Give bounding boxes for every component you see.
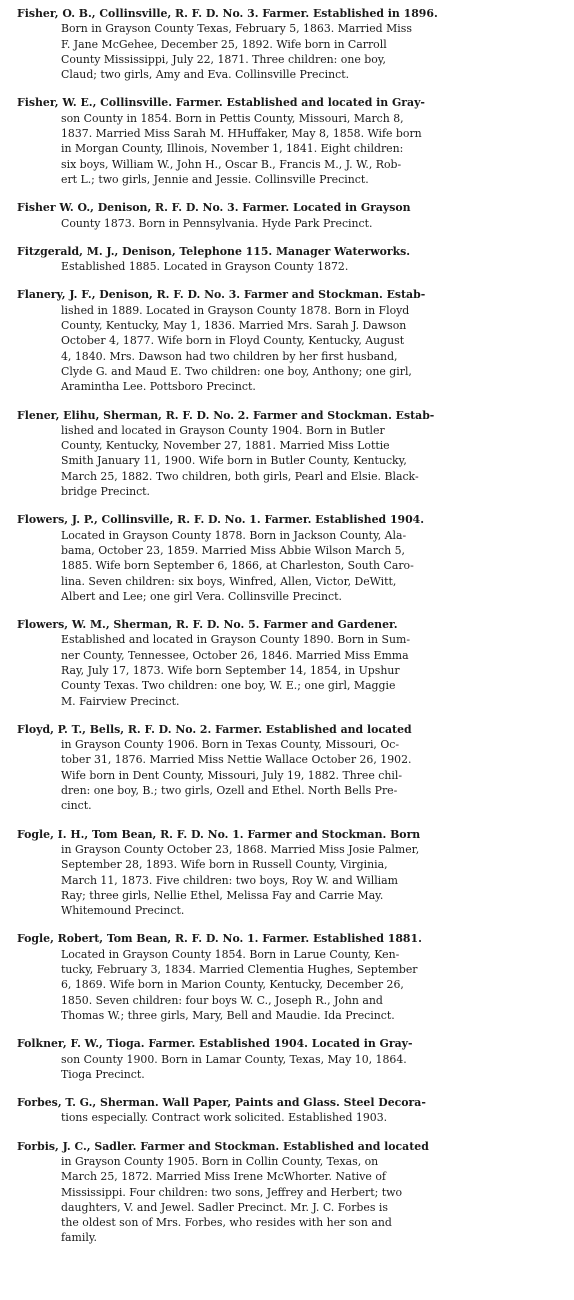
entry-floyd-pt: [17, 722, 564, 814]
entry-line: lina. Seven children: six boys, Winfred, Allen, Victor, DeWitt,: [61, 574, 397, 588]
entry-line: Located in Grayson County 1854. Born in Larue County, Ken-: [61, 947, 400, 961]
entry-line: County, Kentucky, November 27, 1881. Married Miss Lottie: [61, 439, 390, 453]
entry-line: Thomas W.; three girls, Mary, Bell and Maudie. Ida Precinct.: [61, 1008, 395, 1022]
entry-line: tucky, February 3, 1834. Married Clementia Hughes, September: [61, 963, 418, 977]
entry-flowers-jp: [17, 512, 564, 604]
entry-line: cinct.: [61, 799, 92, 813]
entry-line: in Grayson County October 23, 1868. Married Miss Josie Palmer,: [61, 842, 420, 856]
entry-first-line: Forbes, T. G., Sherman. Wall Paper, Paints and Glass. Steel Decora-: [17, 1096, 426, 1110]
entry-fogle-ih: [17, 827, 564, 919]
entry-flanery-jf: [17, 287, 564, 394]
entry-fisher-ob: [17, 6, 564, 82]
entry-fisher-we: [17, 95, 564, 187]
entry-line: Ray, July 17, 1873. Wife born September 14, 1854, in Upshur: [61, 663, 400, 677]
entry-line: County Texas. Two children: one boy, W. E.; one girl, Maggie: [61, 679, 396, 693]
entry-line: County Mississippi, July 22, 1871. Three children: one boy,: [61, 52, 386, 66]
entry-first-line: Fisher, O. B., Collinsville, R. F. D. No. 3. Farmer. Established in 1896.: [17, 7, 438, 20]
entry-line: March 11, 1873. Five children: two boys, Roy W. and William: [61, 873, 398, 887]
entry-line: 1885. Wife born September 6, 1866, at Charleston, South Caro-: [61, 559, 414, 573]
entry-line: October 4, 1877. Wife born in Floyd County, Kentucky, August: [61, 334, 405, 348]
entry-first-line: Flener, Elihu, Sherman, R. F. D. No. 2. Farmer and Stockman. Estab-: [17, 408, 435, 422]
entry-line: F. Jane McGehee, December 25, 1892. Wife born in Carroll: [61, 37, 387, 51]
entry-line: Established and located in Grayson County 1890. Born in Sum-: [61, 633, 411, 647]
entry-line: daughters, V. and Jewel. Sadler Precinct. Mr. J. C. Forbes is: [61, 1200, 388, 1214]
entry-line: the oldest son of Mrs. Forbes, who resides with her son and: [61, 1216, 392, 1230]
entry-first-line: Fisher W. O., Denison, R. F. D. No. 3. Farmer. Located in Grayson: [17, 201, 411, 215]
entry-first-line: Fogle, Robert, Tom Bean, R. F. D. No. 1. Farmer. Established 1881.: [17, 932, 422, 946]
entry-first-line: Flanery, J. F., Denison, R. F. D. No. 3. Farmer and Stockman. Estab-: [17, 288, 426, 302]
entry-folkner-fw: [17, 1036, 564, 1082]
entry-line: County, Kentucky, May 1, 1836. Married Mrs. Sarah J. Dawson: [61, 319, 407, 333]
entry-line: March 25, 1872. Married Miss Irene McWhorter. Native of: [61, 1170, 386, 1184]
entry-line: Located in Grayson County 1878. Born in Jackson County, Ala-: [61, 528, 407, 542]
entry-line: Mississippi. Four children: two sons, Jeffrey and Herbert; two: [61, 1185, 403, 1199]
entry-forbes-tg: [17, 1095, 564, 1126]
entry-first-line: Flowers, J. P., Collinsville, R. F. D. No. 1. Farmer. Established 1904.: [17, 513, 425, 527]
entry-line: bridge Precinct.: [61, 485, 151, 499]
entry-line: 6, 1869. Wife born in Marion County, Kentucky, December 26,: [61, 978, 404, 992]
entry-line: bama, October 23, 1859. Married Miss Abbie Wilson March 5,: [61, 543, 405, 557]
entry-line: Whitemound Precinct.: [61, 904, 185, 918]
entry-line: lished in 1889. Located in Grayson County 1878. Born in Floyd: [61, 303, 410, 317]
entry-line: 1837. Married Miss Sarah M. HHuffaker, May 8, 1858. Wife born: [61, 127, 422, 141]
entry-fitzgerald-mj: [17, 244, 564, 275]
entry-line: County 1873. Born in Pennsylvania. Hyde Park Precinct.: [61, 216, 373, 230]
entry-forbis-jc: [17, 1139, 564, 1246]
entry-line: son County 1900. Born in Lamar County, Texas, May 10, 1864.: [61, 1052, 407, 1066]
entry-line: dren: one boy, B.; two girls, Ozell and Ethel. North Bells Pre-: [61, 784, 398, 798]
entry-line: September 28, 1893. Wife born in Russell County, Virginia,: [61, 858, 388, 872]
entry-line: M. Fairview Precinct.: [61, 694, 180, 708]
entry-line: Claud; two girls, Amy and Eva. Collinsville Precinct.: [61, 68, 350, 82]
entry-line: Tioga Precinct.: [61, 1067, 145, 1081]
entry-line: lished and located in Grayson County 1904. Born in Butler: [61, 423, 385, 437]
entry-flowers-wm: [17, 617, 564, 709]
entry-line: Aramintha Lee. Pottsboro Precinct.: [61, 380, 256, 394]
entry-line: family.: [61, 1231, 97, 1245]
entry-line: 1850. Seven children: four boys W. C., Joseph R., John and: [61, 993, 383, 1007]
entry-first-line: Floyd, P. T., Bells, R. F. D. No. 2. Farmer. Established and located: [17, 722, 412, 736]
entry-line: ner County, Tennessee, October 26, 1846. Married Miss Emma: [61, 648, 409, 662]
entry-first-line: Fisher, W. E., Collinsville. Farmer. Established and located in Gray-: [17, 96, 425, 110]
entry-line: 4, 1840. Mrs. Dawson had two children by her first husband,: [61, 349, 398, 363]
entry-first-line: Flowers, W. M., Sherman, R. F. D. No. 5. Farmer and Gardener.: [17, 618, 398, 632]
entry-line: ert L.; two girls, Jennie and Jessie. Collinsville Precinct.: [61, 172, 369, 186]
entry-first-line: Fitzgerald, M. J., Denison, Telephone 115. Manager Waterworks.: [17, 244, 411, 258]
entry-first-line: Forbis, J. C., Sadler. Farmer and Stockman. Established and located: [17, 1139, 429, 1153]
entry-line: Ray; three girls, Nellie Ethel, Melissa Fay and Carrie May.: [61, 888, 384, 902]
entry-line: Smith January 11, 1900. Wife born in Butler County, Kentucky,: [61, 454, 407, 468]
entry-line: six boys, William W., John H., Oscar B., Francis M., J. W., Rob-: [61, 157, 402, 171]
entry-fogle-robert: [17, 931, 564, 1023]
entry-fisher-wo: [17, 200, 564, 231]
entry-line: Wife born in Dent County, Missouri, July 19, 1882. Three chil-: [61, 768, 403, 782]
entry-line: tober 31, 1876. Married Miss Nettie Wallace October 26, 1902.: [61, 753, 412, 767]
entry-line: in Morgan County, Illinois, November 1, 1841. Eight children:: [61, 142, 404, 156]
entry-line: in Grayson County 1905. Born in Collin County, Texas, on: [61, 1155, 379, 1168]
entry-first-line: Folkner, F. W., Tioga. Farmer. Established 1904. Located in Gray-: [17, 1037, 413, 1051]
entry-line: tions especially. Contract work solicited. Established 1903.: [61, 1111, 388, 1125]
entry-line: in Grayson County 1906. Born in Texas County, Missouri, Oc-: [61, 738, 400, 752]
entry-line: March 25, 1882. Two children, both girls, Pearl and Elsie. Black-: [61, 469, 419, 483]
entry-flener-elihu: [17, 408, 564, 500]
entry-line: son County in 1854. Born in Pettis County, Missouri, March 8,: [61, 111, 404, 125]
entry-line: Established 1885. Located in Grayson County 1872.: [61, 260, 349, 274]
entry-line: Clyde G. and Maud E. Two children: one boy, Anthony; one girl,: [61, 364, 412, 378]
entry-line: Albert and Lee; one girl Vera. Collinsville Precinct.: [61, 589, 342, 603]
entry-line: Born in Grayson County Texas, February 5, 1863. Married Miss: [61, 22, 412, 36]
entry-first-line: Fogle, I. H., Tom Bean, R. F. D. No. 1. Farmer and Stockman. Born: [17, 827, 421, 841]
